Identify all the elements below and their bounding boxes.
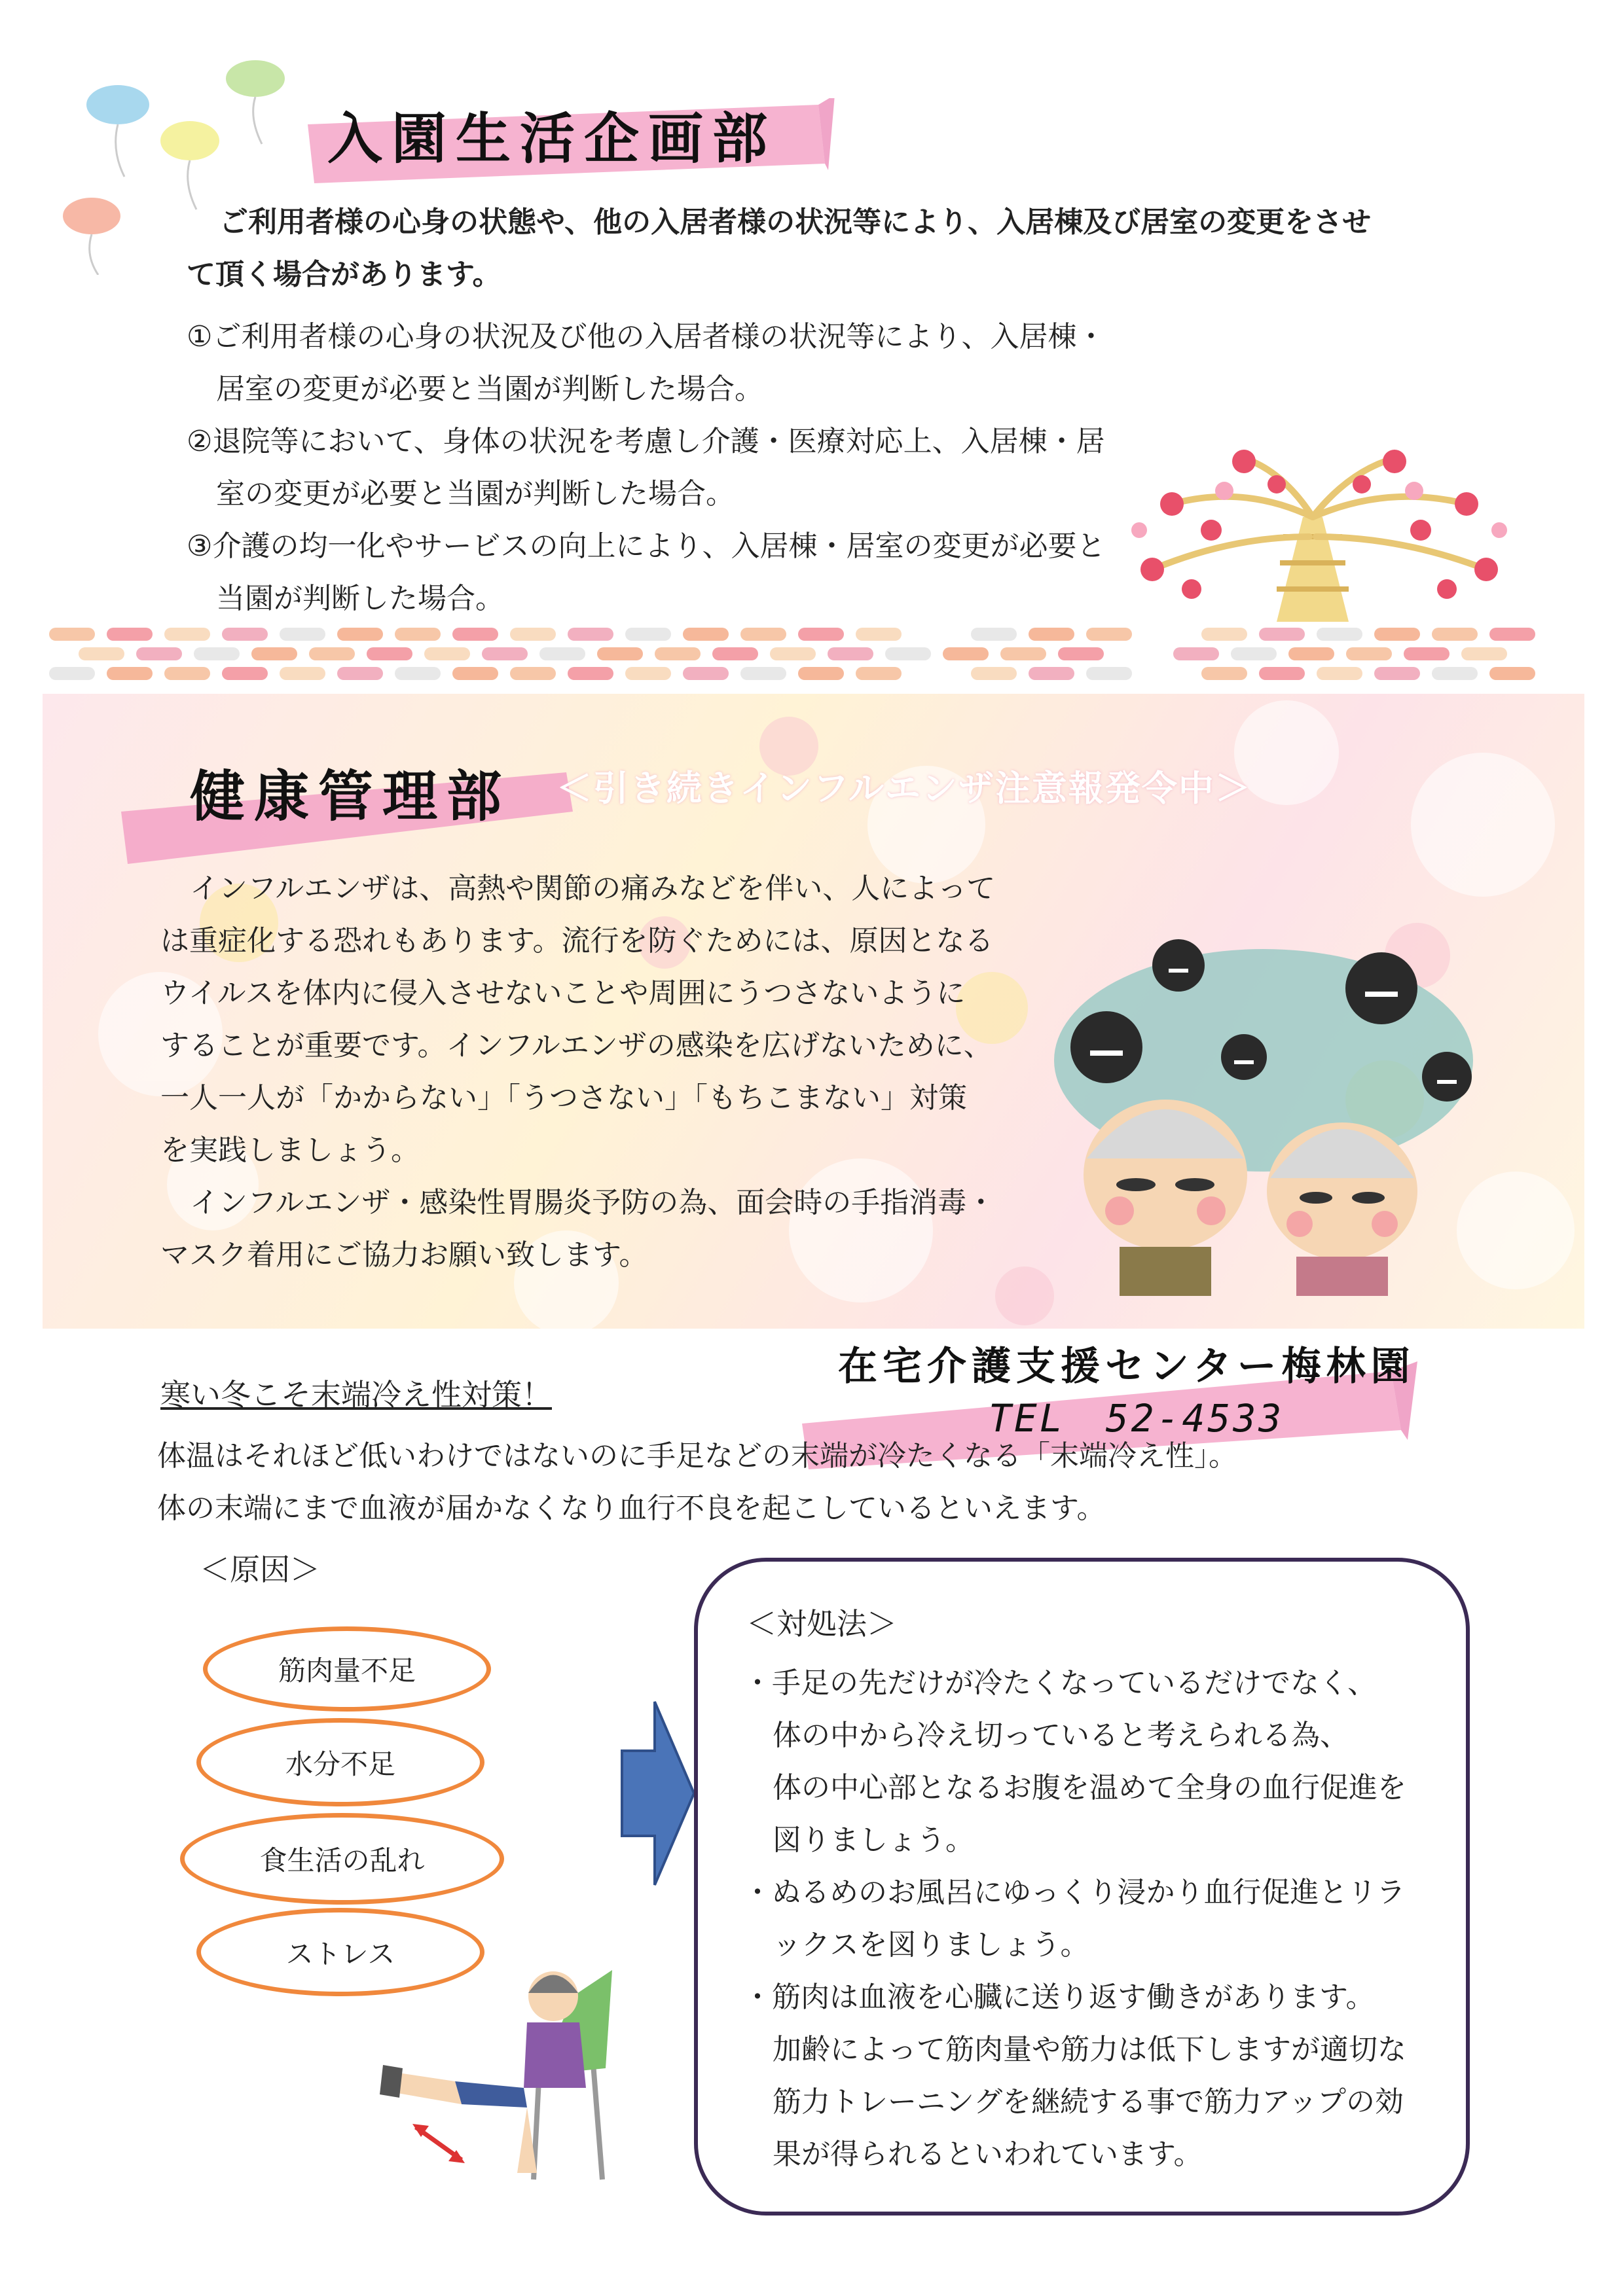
brick-shape — [885, 647, 931, 660]
right-arrow-icon — [619, 1698, 697, 1888]
brick-shape — [568, 628, 613, 641]
brick-shape — [136, 647, 182, 660]
section1-item2-line2: 室の変更が必要と当園が判断した場合。 — [216, 477, 735, 511]
brick-shape — [1231, 647, 1277, 660]
brick-shape — [1461, 647, 1507, 660]
brick-shape — [683, 667, 729, 680]
brick-shape — [1029, 667, 1074, 680]
brick-shape — [1432, 667, 1478, 680]
brick-shape — [971, 667, 1017, 680]
section2-line8: マスク着用にご協力お願い致します。 — [160, 1238, 648, 1272]
brick-shape — [712, 647, 758, 660]
cure-line: 果が得られるといわれています。 — [773, 2138, 1203, 2171]
brick-shape — [49, 667, 95, 680]
brick-shape — [625, 628, 671, 641]
seated-exercise-illustration — [376, 1957, 625, 2193]
center-name: 在宅介護支援センター梅林園 — [838, 1344, 1415, 1390]
section2-title: 健康管理部 — [190, 764, 511, 829]
flu-virus-elderly-illustration — [1021, 916, 1493, 1296]
section1-title: 入園生活企画部 — [327, 106, 777, 171]
section1-intro-line1: ご利用者様の心身の状態や、他の入居者様の状況等により、入居棟及び居室の変更をさせ — [219, 206, 1372, 239]
brick-shape — [1086, 667, 1132, 680]
cold-desc-line1: 体温はそれほど低いわけではないのに手足などの末端が冷たくなる「末端冷え性」。 — [157, 1439, 1237, 1473]
brick-shape — [510, 628, 556, 641]
brick-shape — [222, 628, 268, 641]
brick-shape — [1173, 647, 1219, 660]
brick-shape — [222, 667, 268, 680]
section1-item1-line2: 居室の変更が必要と当園が判断した場合。 — [216, 372, 763, 406]
section1-intro-line2: て頂く場合があります。 — [187, 258, 501, 291]
section2-line2: は重症化する恐れもあります。流行を防ぐためには、原因となる — [160, 924, 994, 958]
section2-line6: を実践しましょう。 — [160, 1134, 420, 1167]
brick-shape — [1029, 628, 1074, 641]
brick-shape — [395, 667, 441, 680]
cure-line: ・手足の先だけが冷たくなっているだけでなく、 — [743, 1666, 1377, 1700]
brick-shape — [367, 647, 412, 660]
cure-line: 加齢によって筋肉量や筋力は低下しますが適切な — [773, 2033, 1406, 2066]
cold-heading: 寒い冬こそ末端冷え性対策！ — [160, 1377, 552, 1412]
section1-item1-line1: ①ご利用者様の心身の状況及び他の入居者様の状況等により、入居棟・ — [187, 320, 1106, 353]
cure-line: 筋力トレーニングを継続する事で筋力アップの効 — [773, 2085, 1404, 2119]
brick-shape — [971, 628, 1017, 641]
section2-line7: インフルエンザ・感染性胃腸炎予防の為、面会時の手指消毒・ — [190, 1186, 996, 1219]
brick-shape — [1201, 628, 1247, 641]
brick-shape — [452, 628, 498, 641]
cause-oval: 水分不足 — [196, 1718, 484, 1806]
brick-shape — [740, 667, 786, 680]
brick-shape — [597, 647, 643, 660]
brick-shape — [1288, 647, 1334, 660]
section2-line5: 一人一人が「かからない」「うつさない」「もちこまない」対策 — [160, 1081, 967, 1115]
cold-desc-line2: 体の末端にまで血液が届かなくなり血行不良を起こしているといえます。 — [157, 1492, 1106, 1525]
brick-shape — [309, 647, 355, 660]
brick-shape — [1000, 647, 1046, 660]
brick-shape — [510, 667, 556, 680]
cure-label: ＜対処法＞ — [746, 1606, 897, 1641]
section2-line1: インフルエンザは、高熱や関節の痛みなどを伴い、人によって — [190, 872, 996, 905]
brick-shape — [482, 647, 528, 660]
cure-line: 体の中から冷え切っていると考えられる為、 — [773, 1719, 1349, 1752]
brick-shape — [1489, 667, 1535, 680]
brick-shape — [1374, 628, 1420, 641]
brick-shape — [1259, 628, 1305, 641]
section2-line4: することが重要です。インフルエンザの感染を広げないために、 — [160, 1029, 993, 1062]
brick-shape — [251, 647, 297, 660]
brick-shape — [1259, 667, 1305, 680]
brick-shape — [625, 667, 671, 680]
brick-shape — [280, 667, 325, 680]
brick-shape — [1346, 647, 1392, 660]
brick-shape — [1404, 647, 1450, 660]
brick-shape — [828, 647, 873, 660]
brick-shape — [798, 667, 844, 680]
brick-shape — [683, 628, 729, 641]
plum-tree-illustration — [1113, 445, 1519, 628]
brick-shape — [943, 647, 989, 660]
brick-shape — [164, 628, 210, 641]
brick-shape — [740, 628, 786, 641]
cause-oval: ストレス — [196, 1908, 484, 1996]
cure-line: 体の中心部となるお腹を温めて全身の血行促進を — [773, 1771, 1406, 1804]
brick-shape — [1201, 667, 1247, 680]
brick-shape — [424, 647, 470, 660]
brick-shape — [1317, 667, 1362, 680]
section1-item3-line1: ③介護の均一化やサービスの向上により、入居棟・居室の変更が必要と — [187, 529, 1106, 563]
brick-shape — [107, 667, 153, 680]
brick-shape — [49, 628, 95, 641]
cure-line: ・筋肉は血液を心臓に送り返す働きがあります。 — [743, 1981, 1375, 2014]
brick-shape — [1058, 647, 1104, 660]
brick-shape — [770, 647, 816, 660]
cure-line: 図りましょう。 — [773, 1823, 974, 1857]
brick-shape — [856, 667, 902, 680]
brick-shape — [452, 667, 498, 680]
brick-shape — [1489, 628, 1535, 641]
section2-line3: ウイルスを体内に侵入させないことや周囲にうつさないように — [160, 977, 966, 1010]
center-tel: TEL 52-4533 — [989, 1396, 1285, 1441]
brick-shape — [856, 628, 902, 641]
brick-shape — [568, 667, 613, 680]
brick-shape — [337, 628, 383, 641]
section2-subtitle: ＜引き続きインフルエンザ注意報発令中＞ — [556, 768, 1252, 809]
brick-shape — [107, 628, 153, 641]
section1-item2-line1: ②退院等において、身体の状況を考慮し介護・医療対応上、入居棟・居 — [187, 425, 1105, 458]
brick-border-decoration — [49, 625, 1555, 687]
cause-oval: 食生活の乱れ — [180, 1813, 504, 1905]
brick-shape — [194, 647, 240, 660]
brick-shape — [395, 628, 441, 641]
brick-shape — [280, 628, 325, 641]
cause-oval: 筋肉量不足 — [203, 1626, 491, 1712]
brick-shape — [1432, 628, 1478, 641]
cure-line: ・ぬるめのお風呂にゆっくり浸かり血行促進とリラ — [743, 1876, 1406, 1909]
brick-shape — [539, 647, 585, 660]
brick-shape — [1374, 667, 1420, 680]
brick-shape — [655, 647, 701, 660]
brick-shape — [79, 647, 124, 660]
cause-label: ＜原因＞ — [200, 1552, 320, 1587]
brick-shape — [1317, 628, 1362, 641]
section1-item3-line2: 当園が判断した場合。 — [216, 582, 504, 615]
brick-shape — [798, 628, 844, 641]
brick-shape — [164, 667, 210, 680]
brick-shape — [337, 667, 383, 680]
brick-shape — [1086, 628, 1132, 641]
cure-line: ックスを図りましょう。 — [773, 1928, 1089, 1962]
